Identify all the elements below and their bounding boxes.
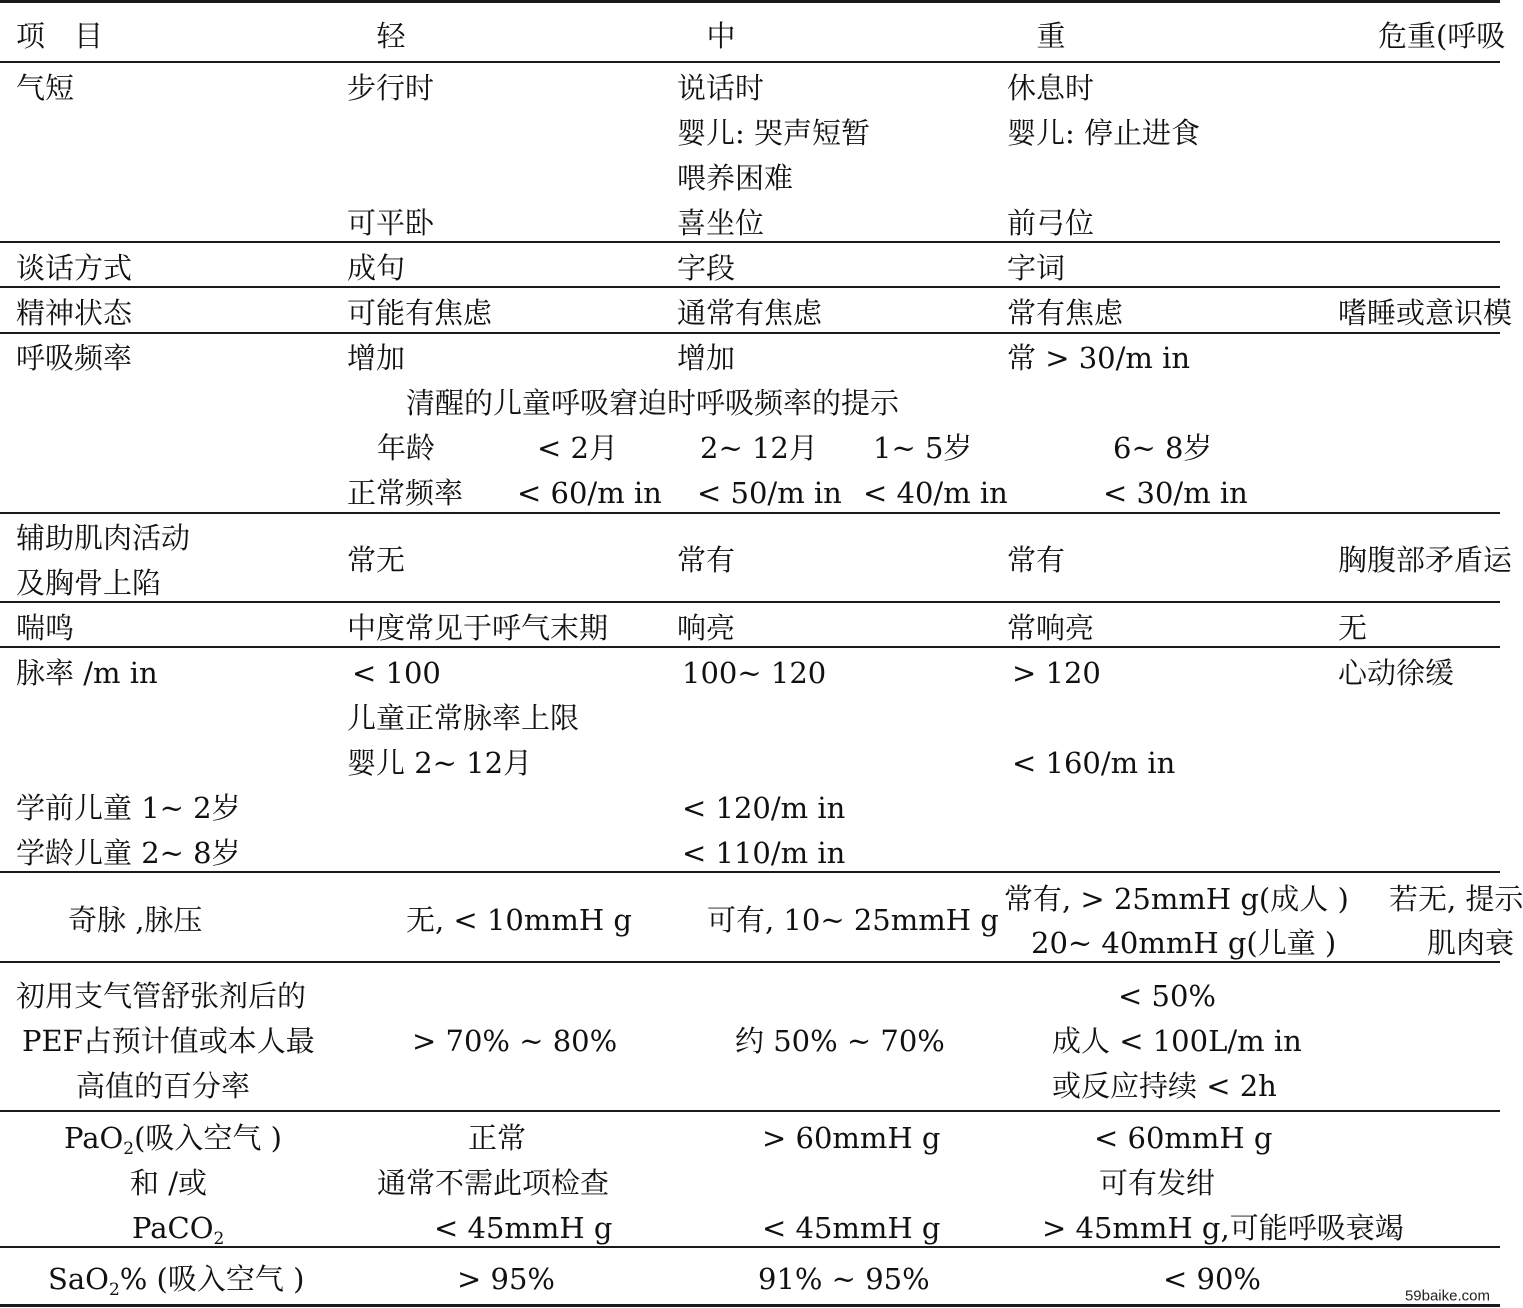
rule-bottom: [0, 1304, 1500, 1307]
dyspnea-mild-4: 可平卧: [347, 206, 435, 240]
dyspnea-severe-4: 前弓位: [1007, 206, 1095, 240]
resp-rate-age: 2~ 12月: [700, 431, 818, 465]
speech-mild: 成句: [347, 251, 406, 285]
header-moderate: 中: [706, 19, 736, 53]
pulse-label: 脉率 /m in: [16, 656, 158, 690]
paradoxical-severe-1: 常有, > 25mmH g(成人 ): [1004, 882, 1349, 916]
mental-label: 精神状态: [16, 296, 133, 330]
pulse-school-value: < 110/m in: [682, 836, 846, 870]
mental-moderate: 通常有焦虑: [677, 296, 823, 330]
wheeze-moderate: 响亮: [677, 611, 736, 645]
dyspnea-moderate-1: 说话时: [677, 71, 765, 105]
rule-pef: [0, 1110, 1500, 1112]
resp-rate-normal: < 30/m in: [1103, 476, 1248, 510]
wheeze-severe: 常响亮: [1007, 611, 1095, 645]
header-critical: 危重(呼吸: [1378, 19, 1506, 53]
paradoxical-mild: 无, < 10mmH g: [406, 903, 632, 937]
rule-wheeze: [0, 646, 1500, 648]
pulse-preschool-label: 学前儿童 1~ 2岁: [16, 791, 241, 825]
paco2-subscript: 2: [213, 1229, 225, 1249]
blood-gas-severe-2: 可有发绀: [1099, 1166, 1216, 1200]
resp-rate-mild: 增加: [347, 341, 406, 375]
paradoxical-moderate: 可有, 10~ 25mmH g: [707, 903, 999, 937]
sao2-severe: < 90%: [1163, 1262, 1261, 1296]
pulse-moderate: 100~ 120: [682, 656, 827, 690]
dyspnea-moderate-2: 婴儿: 哭声短暂: [677, 116, 870, 150]
watermark: 59baike.com: [1404, 1287, 1490, 1305]
pef-mild: > 70% ~ 80%: [412, 1024, 618, 1058]
blood-gas-moderate-1: > 60mmH g: [762, 1121, 941, 1155]
rule-speech: [0, 286, 1500, 288]
paradoxical-severe-2: 20~ 40mmH g(儿童 ): [1031, 926, 1337, 960]
pef-severe-3: 或反应持续 < 2h: [1052, 1069, 1277, 1103]
resp-rate-normal: < 60/m in: [517, 476, 662, 510]
sao2-label: [48, 1259, 304, 1299]
resp-rate-hint: 清醒的儿童呼吸窘迫时呼吸频率的提示: [406, 386, 900, 420]
dyspnea-severe-1: 休息时: [1007, 71, 1095, 105]
pef-label-1: 初用支气管舒张剂后的: [16, 979, 307, 1013]
paradoxical-critical-1: 若无, 提示: [1389, 882, 1523, 916]
blood-gas-moderate-3: < 45mmH g: [762, 1211, 941, 1245]
speech-severe: 字词: [1007, 251, 1066, 285]
header-mild: 轻: [376, 19, 406, 53]
accessory-label-1: 辅助肌肉活动: [16, 521, 191, 555]
resp-rate-age: < 2月: [537, 431, 618, 465]
resp-rate-age-label: 年龄: [377, 431, 436, 465]
pef-moderate: 约 50% ~ 70%: [735, 1024, 945, 1058]
pulse-school-label: 学龄儿童 2~ 8岁: [16, 836, 241, 870]
blood-gas-severe-3: > 45mmH g,可能呼吸衰竭: [1042, 1211, 1404, 1245]
pulse-mild: < 100: [352, 656, 441, 690]
dyspnea-moderate-3: 喂养困难: [677, 161, 794, 195]
pao2-suffix: (吸入空气 ): [134, 1121, 282, 1155]
speech-moderate: 字段: [677, 251, 736, 285]
sao2-moderate: 91% ~ 95%: [758, 1262, 930, 1296]
sao2-subscript: 2: [108, 1280, 120, 1300]
wheeze-mild: 中度常见于呼气末期: [347, 611, 609, 645]
paradoxical-critical-2: 肌肉衰: [1427, 926, 1515, 960]
resp-rate-label: 呼吸频率: [16, 341, 133, 375]
wheeze-critical: 无: [1338, 611, 1368, 645]
speech-label: 谈话方式: [16, 251, 133, 285]
rule-header: [0, 61, 1500, 63]
pef-label-3: 高值的百分率: [76, 1069, 251, 1103]
pulse-infant-label: 婴儿 2~ 12月: [347, 746, 533, 780]
dyspnea-mild-1: 步行时: [347, 71, 435, 105]
blood-gas-label-1: [64, 1118, 282, 1158]
paco2-text: PaCO: [132, 1211, 214, 1245]
resp-rate-normal: < 40/m in: [863, 476, 1008, 510]
mental-severe: 常有焦虑: [1007, 296, 1124, 330]
accessory-label-2: 及胸骨上陷: [16, 566, 162, 600]
dyspnea-severe-2: 婴儿: 停止进食: [1007, 116, 1200, 150]
resp-rate-age: 6~ 8岁: [1113, 431, 1213, 465]
paradoxical-label: 奇脉 ,脉压: [68, 903, 203, 937]
pef-severe-1: < 50%: [1118, 979, 1216, 1013]
pef-severe-2: 成人 < 100L/m in: [1052, 1024, 1302, 1058]
blood-gas-mild-1: 正常: [468, 1121, 527, 1155]
resp-rate-moderate: 增加: [677, 341, 736, 375]
resp-rate-age: 1~ 5岁: [873, 431, 973, 465]
mental-critical: 嗜睡或意识模: [1338, 296, 1513, 330]
resp-rate-severe: 常 > 30/m in: [1007, 341, 1191, 375]
pef-label-2: PEF占预计值或本人最: [22, 1024, 315, 1058]
pao2-subscript: 2: [123, 1139, 135, 1159]
sao2-suffix: % (吸入空气 ): [119, 1262, 305, 1296]
header-item: 项 目: [16, 19, 104, 53]
pulse-preschool-value: < 120/m in: [682, 791, 846, 825]
pulse-limit-title: 儿童正常脉率上限: [347, 701, 580, 735]
pulse-critical: 心动徐缓: [1338, 656, 1455, 690]
mental-mild: 可能有焦虑: [347, 296, 493, 330]
rule-accessory: [0, 601, 1500, 603]
blood-gas-label-3: [132, 1208, 224, 1248]
accessory-moderate: 常有: [677, 543, 736, 577]
dyspnea-moderate-4: 喜坐位: [677, 206, 765, 240]
sao2-mild: > 95%: [457, 1262, 555, 1296]
accessory-severe: 常有: [1007, 543, 1066, 577]
blood-gas-mild-3: < 45mmH g: [434, 1211, 613, 1245]
header-severe: 重: [1036, 19, 1066, 53]
pulse-severe: > 120: [1012, 656, 1101, 690]
wheeze-label: 喘鸣: [16, 611, 75, 645]
resp-rate-normal: < 50/m in: [697, 476, 842, 510]
blood-gas-severe-1: < 60mmH g: [1094, 1121, 1273, 1155]
dyspnea-label: 气短: [16, 71, 75, 105]
pao2-text: PaO: [64, 1121, 124, 1155]
accessory-mild: 常无: [347, 543, 406, 577]
blood-gas-mild-2: 通常不需此项检查: [377, 1166, 610, 1200]
resp-rate-normal-label: 正常频率: [347, 476, 464, 510]
sao2-text: SaO: [48, 1262, 109, 1296]
blood-gas-label-2: 和 /或: [130, 1166, 207, 1200]
pulse-infant-value: < 160/m in: [1012, 746, 1176, 780]
rule-top: [0, 0, 1500, 3]
accessory-critical: 胸腹部矛盾运: [1338, 543, 1513, 577]
